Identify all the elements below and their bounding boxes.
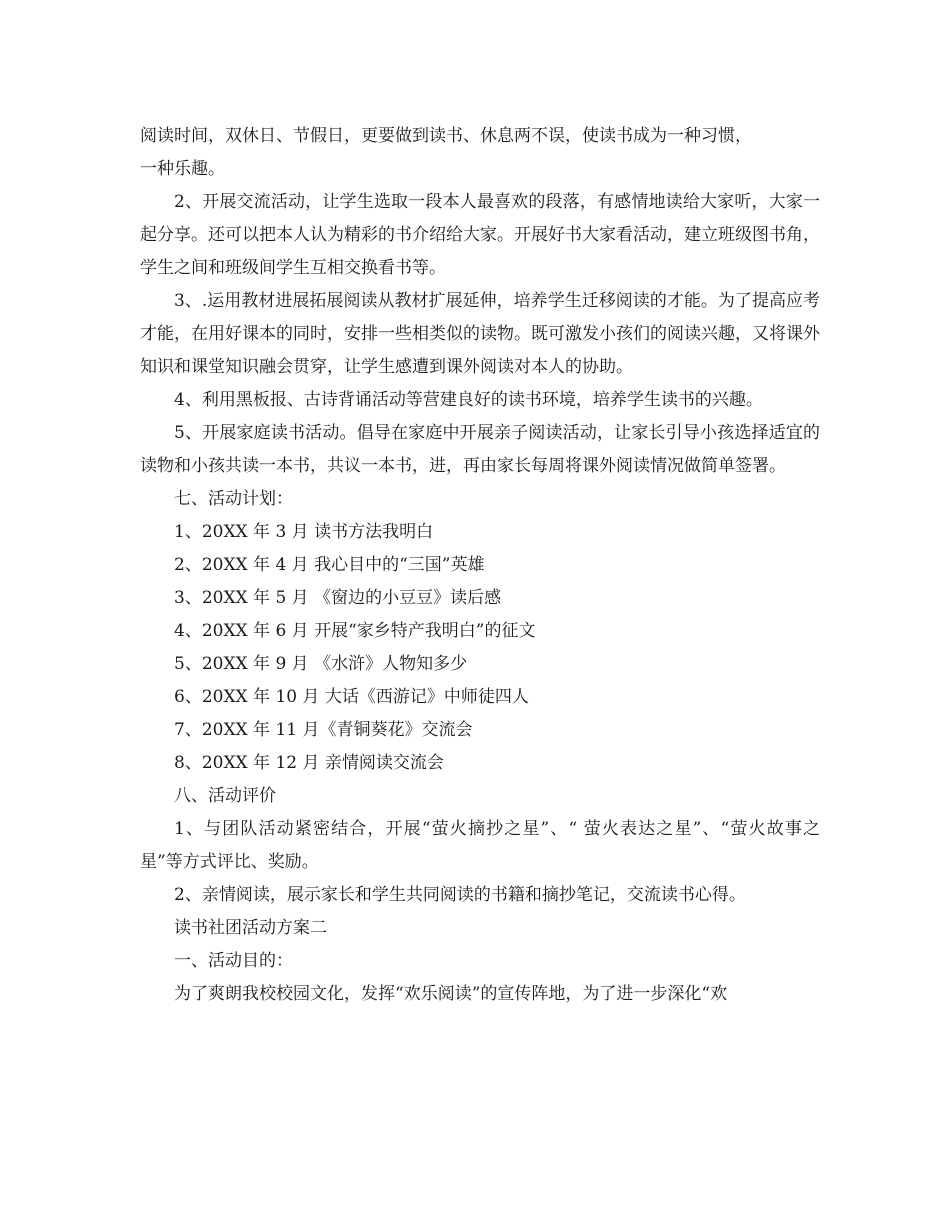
plan-item-1: 1、20XX 年 3 月 读书方法我明白 <box>174 522 434 542</box>
evaluation-heading: 八、活动评价 <box>174 786 276 806</box>
plan-item-2: 2、20XX 年 4 月 我心目中的“三国”英雄 <box>174 555 485 575</box>
intro-line-1: 阅读时间，双休日、节假日，更要做到读书、休息两不误，使读书成为一种习惯， <box>140 126 752 146</box>
plan-item-8: 8、20XX 年 12 月 亲情阅读交流会 <box>174 753 444 773</box>
evaluation-item-2: 2、亲情阅读，展示家长和学生共同阅读的书籍和摘抄笔记，交流读书心得。 <box>174 885 746 905</box>
plan-item-7: 7、20XX 年 11 月《青铜葵花》交流会 <box>174 720 473 740</box>
intro-line-2: 一种乐趣。 <box>140 159 225 179</box>
plan-heading: 七、活动计划： <box>174 489 293 509</box>
measure-paragraph-5: 5、开展家庭读书活动。倡导在家庭中开展亲子阅读活动，让家长引导小孩选择适宜的读物和小孩共读一本书，共议一本书，进，再由家长每周将课外阅读情况做简单签署。 <box>140 423 820 476</box>
plan2-first-line: 为了爽朗我校校园文化，发挥“欢乐阅读”的宣传阵地，为了进一步深化“欢 <box>174 984 728 1004</box>
plan-item-3: 3、20XX 年 5 月 《窗边的小豆豆》读后感 <box>174 588 502 608</box>
measure-paragraph-4: 4、利用黑板报、古诗背诵活动等营建良好的读书环境，培养学生读书的兴趣。 <box>174 390 763 410</box>
measure-paragraph-3: 3、.运用教材进展拓展阅读从教材扩展延伸，培养学生迁移阅读的才能。为了提高应考才能，在用好课本的同时，安排一些相类似的读物。既可激发小孩们的阅读兴趣，又将课外知识和课堂知识融会贯穿，让学生感遭到课外阅读对本人的协助。 <box>140 291 820 377</box>
plan-item-6: 6、20XX 年 10 月 大话《西游记》中师徒四人 <box>174 687 529 707</box>
measure-paragraph-2: 2、开展交流活动，让学生选取一段本人最喜欢的段落，有感情地读给大家听，大家一起分享。还可以把本人认为精彩的书介绍给大家。开展好书大家看活动，建立班级图书角，学生之间和班级间学生互相交换看书等。 <box>140 192 820 278</box>
document-page <box>140 120 820 1011</box>
evaluation-item-1: 1、与团队活动紧密结合，开展“萤火摘抄之星”、“ 萤火表达之星”、“萤火故事之星”等方式评比、奖励。 <box>140 819 820 872</box>
plan2-section-heading: 一、活动目的： <box>174 951 293 971</box>
plan2-title: 读书社团活动方案二 <box>174 918 327 938</box>
intro-paragraph <box>140 120 820 186</box>
plan-item-5: 5、20XX 年 9 月 《水浒》人物知多少 <box>174 654 468 674</box>
plan-item-4: 4、20XX 年 6 月 开展“家乡特产我明白”的征文 <box>174 621 536 641</box>
